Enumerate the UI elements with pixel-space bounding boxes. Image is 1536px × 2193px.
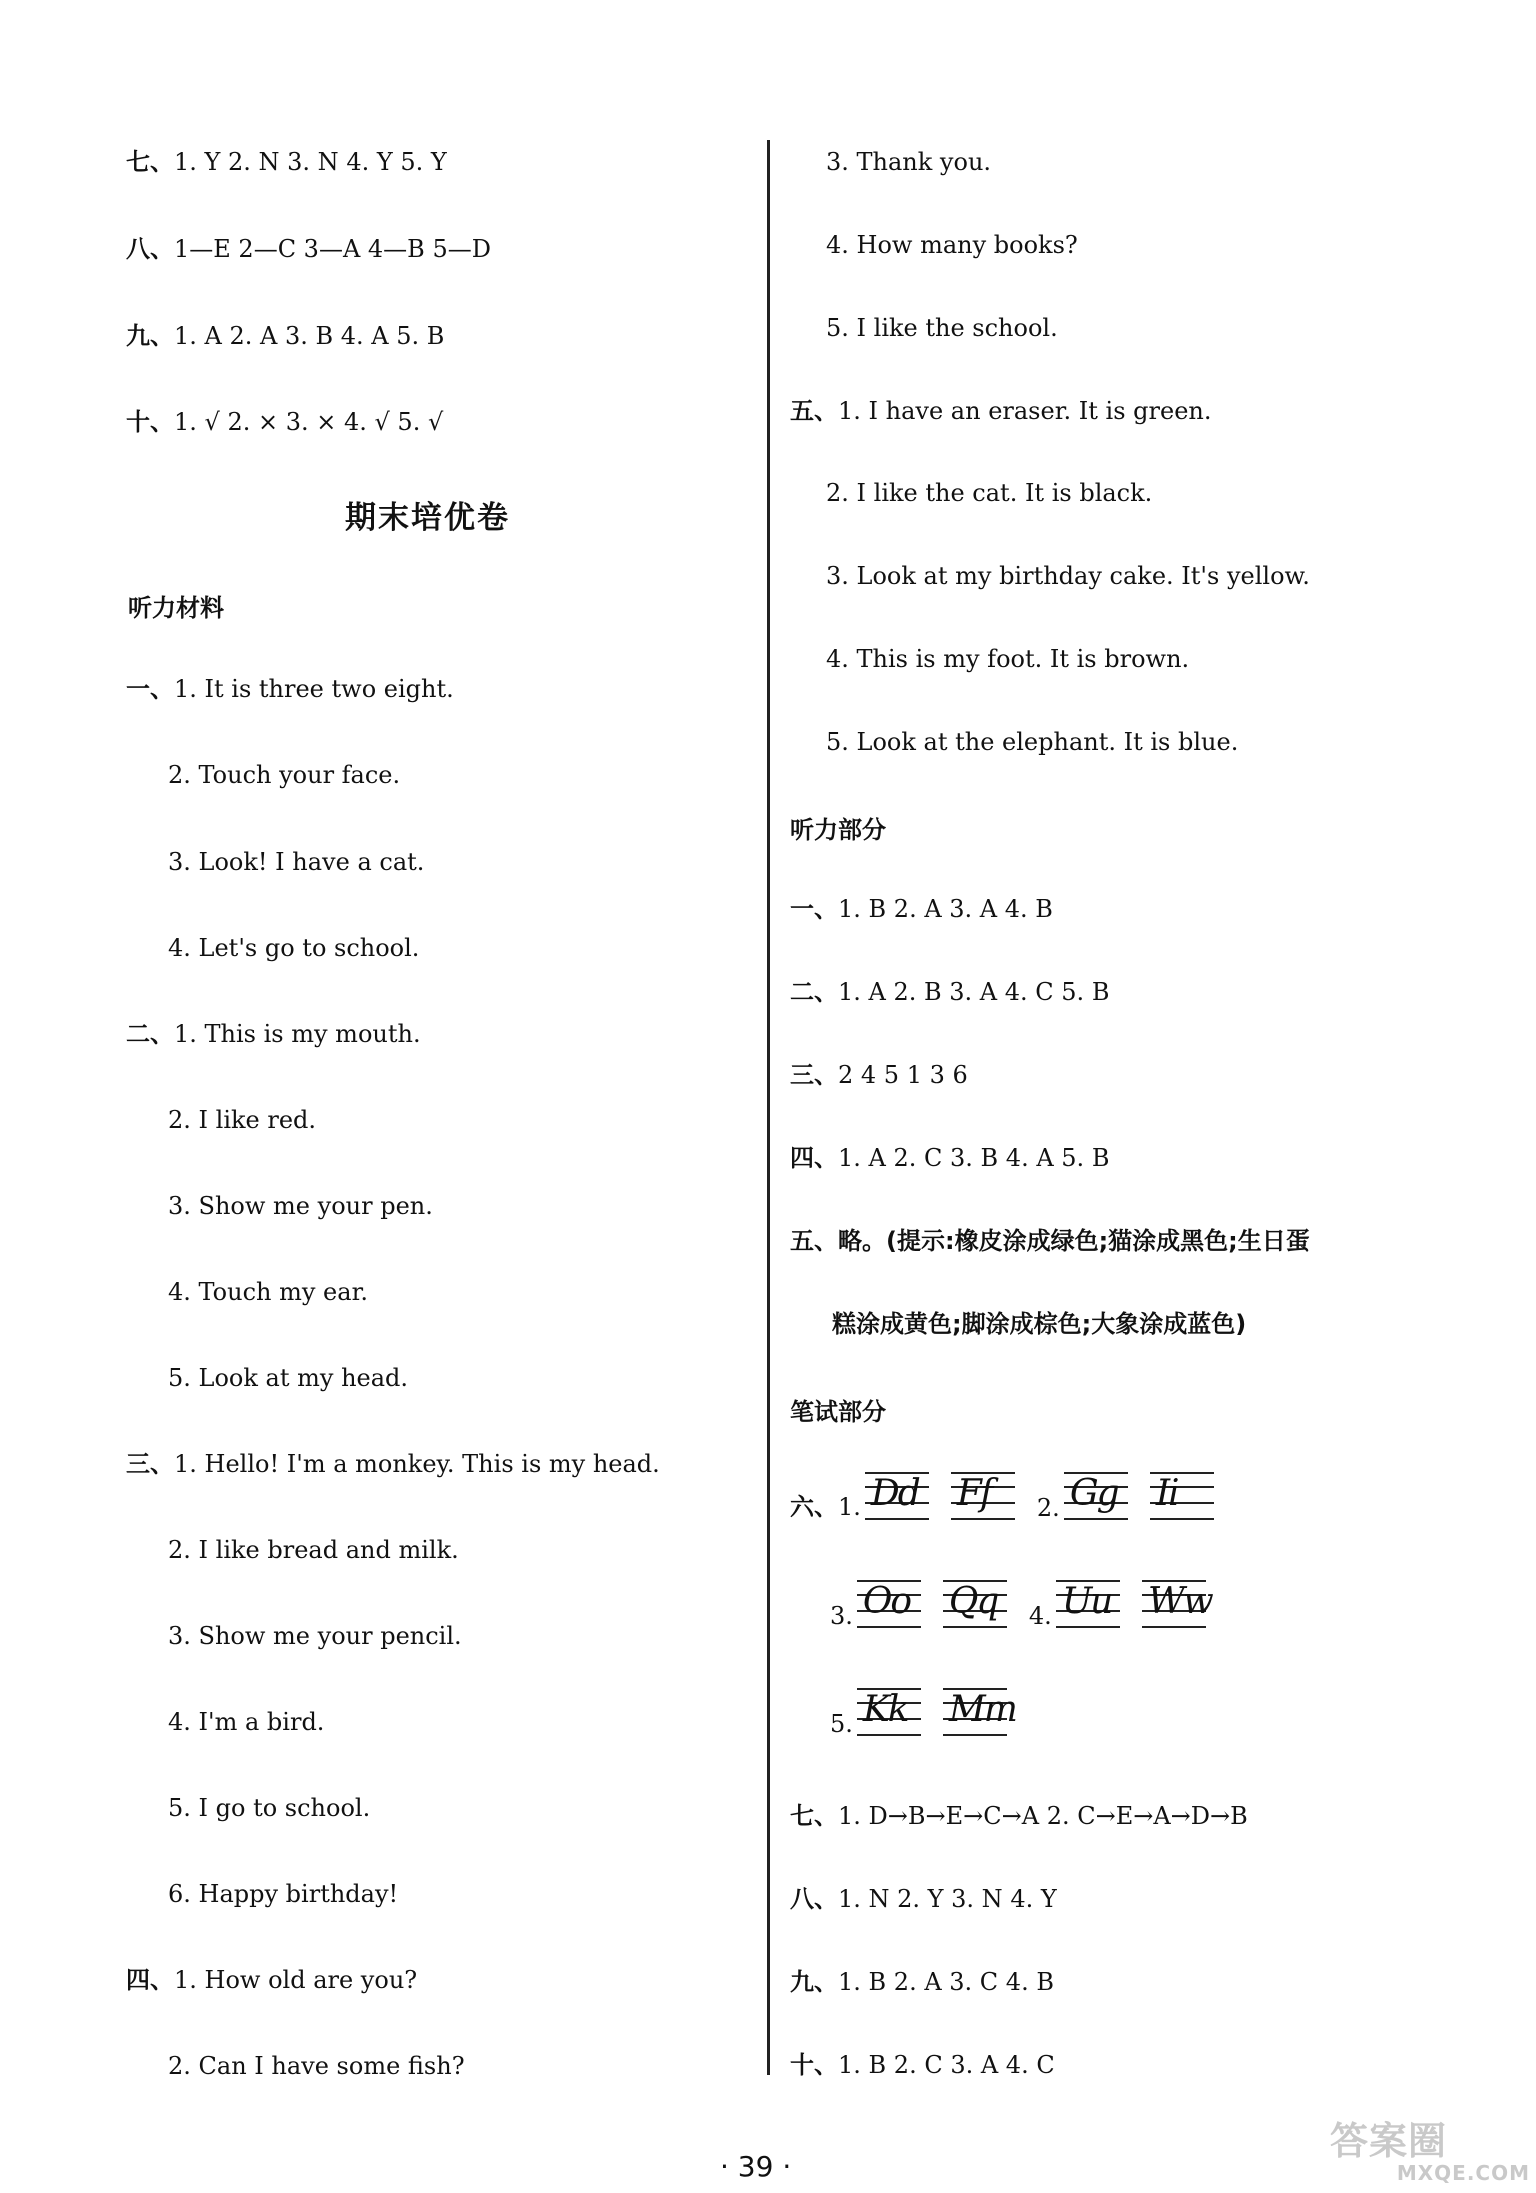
handwriting-box: Qq [943, 1580, 1007, 1630]
page-number: · 39 · [720, 2150, 792, 2183]
answer-line: 2. Can I have some fish? [168, 2052, 465, 2080]
answer-line: 3. Thank you. [826, 148, 992, 176]
answer-line: 十、1. B 2. C 3. A 4. C [790, 2051, 1055, 2079]
handwriting-row: 5. Kk Mm [830, 1689, 1016, 1738]
answer-line: 5. Look at my head. [168, 1364, 409, 1392]
answer-line: 4. This is my foot. It is brown. [826, 645, 1190, 673]
answer-line: 八、1—E 2—C 3—A 4—B 5—D [126, 235, 491, 263]
answer-line: 3. Look at my birthday cake. It's yellow. [826, 562, 1310, 590]
answer-line: 二、1. A 2. B 3. A 4. C 5. B [790, 978, 1110, 1006]
answer-line: 5. I go to school. [168, 1794, 371, 1822]
answer-line: 4. How many books? [826, 231, 1078, 259]
answer-line: 七、1. D→B→E→C→A 2. C→E→A→D→B [790, 1802, 1248, 1830]
handwriting-box: Ii [1150, 1472, 1214, 1522]
answer-line: 九、1. A 2. A 3. B 4. A 5. B [126, 322, 445, 350]
answer-line: 2. I like bread and milk. [168, 1536, 459, 1564]
answer-line: 3. Show me your pencil. [168, 1622, 462, 1650]
answer-line: 4. Let's go to school. [168, 934, 420, 962]
answer-line: 四、1. How old are you? [126, 1966, 418, 1994]
handwriting-box: Gg [1064, 1472, 1128, 1522]
handwriting-box: Kk [857, 1688, 921, 1738]
answer-line: 十、1. √ 2. × 3. × 4. √ 5. √ [126, 408, 444, 436]
answer-line: 二、1. This is my mouth. [126, 1020, 421, 1048]
section-title: 听力材料 [128, 594, 224, 622]
answer-line: 6. Happy birthday! [168, 1880, 399, 1908]
answer-line: 三、1. Hello! I'm a monkey. This is my head. [126, 1450, 660, 1478]
answer-line: 3. Show me your pen. [168, 1192, 433, 1220]
answer-line: 5. Look at the elephant. It is blue. [826, 728, 1239, 756]
answer-line: 2. I like the cat. It is black. [826, 479, 1153, 507]
answer-line: 一、1. It is three two eight. [126, 675, 454, 703]
watermark-logo: 答案圈 MXQE.COM [1330, 2119, 1530, 2185]
column-divider [767, 140, 770, 2075]
answer-line: 九、1. B 2. A 3. C 4. B [790, 1968, 1054, 1996]
answer-line: 五、略。(提示:橡皮涂成绿色;猫涂成黑色;生日蛋 [790, 1227, 1310, 1255]
handwriting-row: 六、1. Dd Ff 2. Gg Ii [790, 1472, 1236, 1522]
answer-line: 四、1. A 2. C 3. B 4. A 5. B [790, 1144, 1110, 1172]
section-title: 笔试部分 [790, 1398, 886, 1426]
answer-line: 一、1. B 2. A 3. A 4. B [790, 895, 1053, 923]
page-heading: 期末培优卷 [345, 500, 510, 536]
answer-line: 2. Touch your face. [168, 761, 401, 789]
answer-line: 4. Touch my ear. [168, 1278, 369, 1306]
handwriting-box: Uu [1056, 1580, 1120, 1630]
answer-line: 八、1. N 2. Y 3. N 4. Y [790, 1885, 1057, 1913]
answer-line: 三、2 4 5 1 3 6 [790, 1061, 968, 1089]
answer-line: 3. Look! I have a cat. [168, 848, 425, 876]
handwriting-box: Dd [865, 1472, 929, 1522]
answer-line: 4. I'm a bird. [168, 1708, 325, 1736]
handwriting-row: 3. Oo Qq 4. Uu Ww [830, 1581, 1212, 1630]
answer-line: 糕涂成黄色;脚涂成棕色;大象涂成蓝色) [832, 1310, 1247, 1338]
handwriting-box: Oo [857, 1580, 921, 1630]
answer-line: 5. I like the school. [826, 314, 1058, 342]
answer-line: 五、1. I have an eraser. It is green. [790, 397, 1212, 425]
handwriting-box: Mm [943, 1688, 1007, 1738]
handwriting-box: Ww [1142, 1580, 1206, 1630]
handwriting-box: Ff [951, 1472, 1015, 1522]
answer-line: 七、1. Y 2. N 3. N 4. Y 5. Y [126, 148, 447, 176]
answer-line: 2. I like red. [168, 1106, 317, 1134]
section-title: 听力部分 [790, 816, 886, 844]
